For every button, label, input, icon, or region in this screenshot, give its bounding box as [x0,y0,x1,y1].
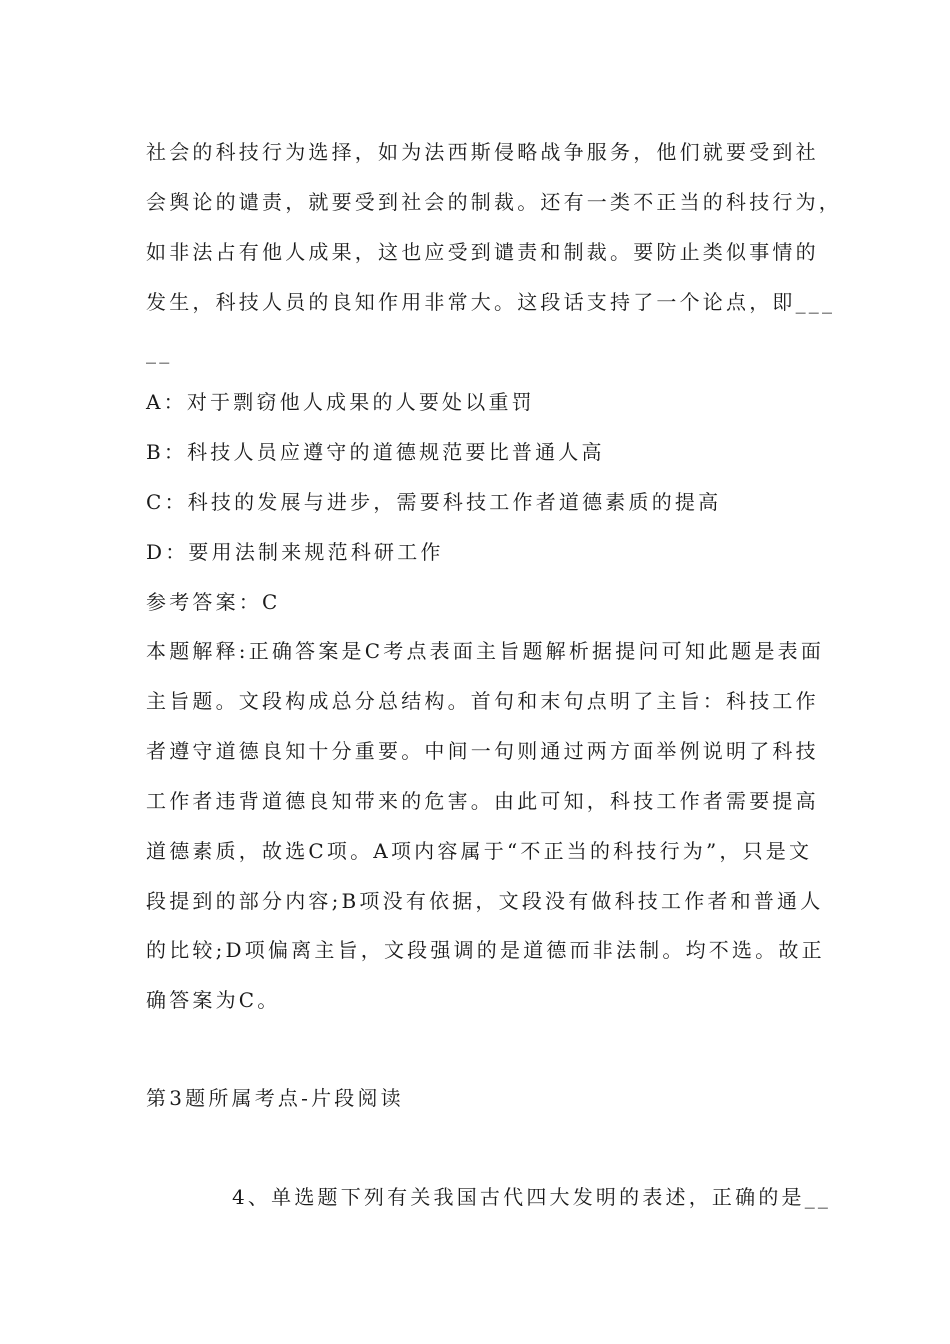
explanation-line: 者遵守道德良知十分重要。中间一句则通过两方面举例说明了科技 [146,739,819,763]
explanation-line: 段提到的部分内容;B项没有依据，文段没有做科技工作者和普通人 [146,889,824,913]
explanation-line: 主旨题。文段构成总分总结构。首句和末句点明了主旨：科技工作 [146,689,819,713]
explanation-line: 本题解释:正确答案是C考点表面主旨题解析据提问可知此题是表面 [146,639,825,663]
option-b: B：科技人员应遵守的道德规范要比普通人高 [146,440,605,464]
topic-label: 第3题所属考点-片段阅读 [146,1086,404,1110]
reference-answer: 参考答案：C [146,590,281,614]
passage-line: 会舆论的谴责，就要受到社会的制裁。还有一类不正当的科技行为， [146,190,842,214]
option-c: C：科技的发展与进步，需要科技工作者道德素质的提高 [146,490,722,514]
explanation-line: 的比较;D项偏离主旨，文段强调的是道德而非法制。均不选。故正 [146,938,825,962]
explanation-line: 道德素质，故选C项。A项内容属于“不正当的科技行为”，只是文 [146,839,813,863]
passage-line: __ [146,340,173,364]
passage-line: 社会的科技行为选择，如为法西斯侵略战争服务，他们就要受到社 [146,140,819,164]
option-a: A：对于剽窃他人成果的人要处以重罚 [146,390,535,414]
explanation-line: 确答案为C。 [146,988,281,1012]
option-d: D：要用法制来规范科研工作 [146,540,444,564]
next-question: 4、单选题下列有关我国古代四大发明的表述，正确的是__ [232,1185,832,1209]
passage-line: 发生，科技人员的良知作用非常大。这段话支持了一个论点，即___ [146,290,836,314]
explanation-line: 工作者违背道德良知带来的危害。由此可知，科技工作者需要提高 [146,789,819,813]
passage-line: 如非法占有他人成果，这也应受到谴责和制裁。要防止类似事情的 [146,240,819,264]
